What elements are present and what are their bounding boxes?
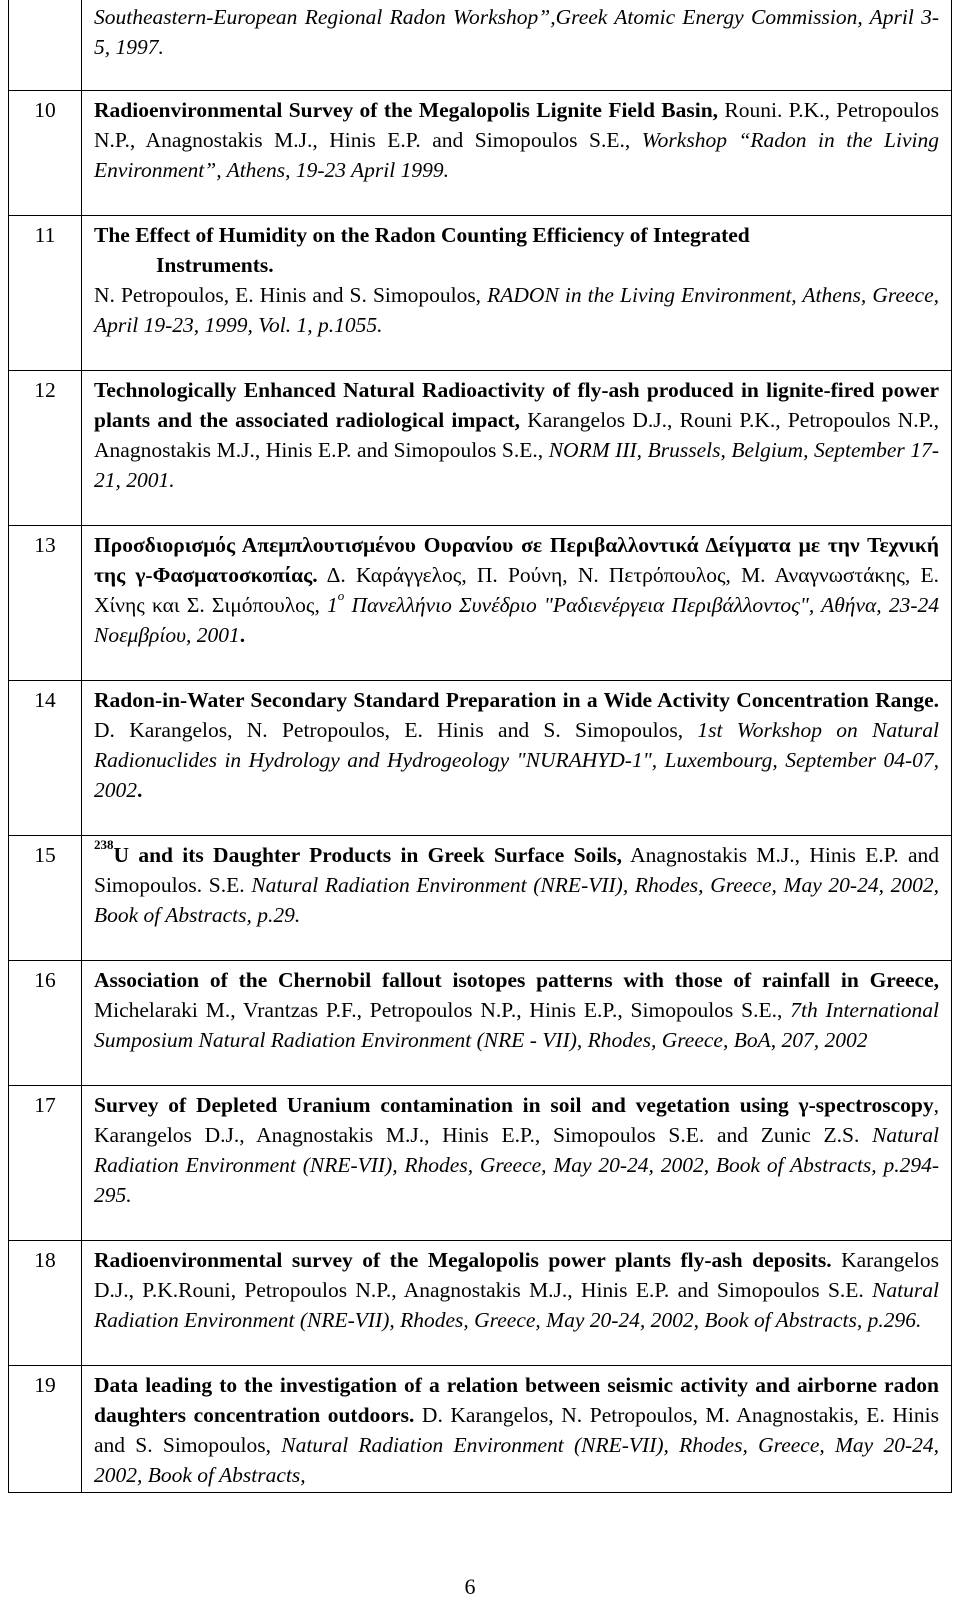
entry-authors: D. Karangelos, N. Petropoulos, E. Hinis and S. Simopoulos, — [94, 718, 698, 742]
entry-authors: Michelaraki M., Vrantzas P.F., Petropoulos N.P., Hinis E.P., Simopoulos S.E., — [94, 998, 791, 1022]
table-row — [9, 1366, 952, 1493]
entry-title: Radon-in-Water Secondary Standard Preparation in a Wide Activity Concentration Range. — [94, 688, 939, 712]
table-row — [9, 526, 952, 681]
entry-citation — [82, 836, 952, 961]
entry-number: 12 — [9, 371, 82, 526]
table-row — [9, 1241, 952, 1366]
entry-number — [9, 0, 82, 91]
entry-number: 10 — [9, 91, 82, 216]
entry-title: Survey of Depleted Uranium contamination in soil and vegetation using γ-spectroscopy — [94, 1093, 934, 1117]
entry-number: 16 — [9, 961, 82, 1086]
entry-citation — [82, 1366, 952, 1493]
entry-citation — [82, 216, 952, 371]
entry-authors: Karangelos D.J., P.K.Rouni, Petropoulos N.P., Anagnostakis M.J., Hinis E.P. and Simopoulos S.E. — [94, 1248, 940, 1302]
entry-title: Προσδιορισμός Απεμπλουτισμένου Ουρανίου σε Περιβαλλοντικά Δείγματα με την Τεχνική της γ-Φασματοσκοπίας. — [94, 533, 939, 587]
entry-venue: Natural Radiation Environment (NRE-VII), Rhodes, Greece, May 20-24, 2002, Book of Abstracts, — [94, 1433, 939, 1487]
entry-venue: Natural Radiation Environment (NRE-VII), Rhodes, Greece, May 20-24, 2002, Book of Abstracts, p.294-295. — [94, 1123, 939, 1207]
entry-authors: Karangelos D.J., Rouni P.K., Petropoulos N.P., Anagnostakis M.J., Hinis E.P. and Simopoulos S.E., — [94, 408, 939, 462]
entry-title: Radioenvironmental Survey of the Megalopolis Lignite Field Basin, — [94, 98, 719, 122]
entry-venue: 7th International Sumposium Natural Radiation Environment (NRE - VII), Rhodes, Greece, BoA, 207, 2002 — [94, 998, 940, 1052]
page-number: 6 — [464, 1574, 476, 1599]
table-row — [9, 681, 952, 836]
entry-venue: Natural Radiation Environment (NRE-VII), Rhodes, Greece, May 20-24, 2002, Book of Abstracts, p.296. — [94, 1278, 939, 1332]
entry-citation — [82, 0, 952, 91]
entry-venue-ordinal: 1 — [327, 593, 338, 617]
entry-title: U and its Daughter Products in Greek Surface Soils, — [113, 843, 622, 867]
entry-number: 19 — [9, 1366, 82, 1493]
entry-number: 15 — [9, 836, 82, 961]
entry-number: 14 — [9, 681, 82, 836]
entry-venue: RADON in the Living Environment, Athens, Greece, April 19-23, 1999, Vol. 1, p.1055. — [94, 283, 939, 337]
entry-venue: Natural Radiation Environment (NRE-VII), Rhodes, Greece, May 20-24, 2002, Book of Abstracts, p.29. — [94, 873, 939, 927]
entry-title-superscript: 238 — [94, 837, 114, 852]
entry-citation — [82, 1241, 952, 1366]
entry-citation — [82, 961, 952, 1086]
entry-venue: 1st Workshop on Natural Radionuclides in Hydrology and Hydrogeology "NURAHYD-1", Luxembourg, September 04-07, 2002 — [94, 718, 939, 802]
entry-authors: Δ. Καράγγελος, Π. Ρούνη, Ν. Πετρόπουλος, Μ. Αναγνωστάκης, Ε. Χίνης και Σ. Σιμόπουλος, — [94, 563, 939, 617]
table-row — [9, 0, 952, 91]
entry-venue: NORM III, Brussels, Belgium, September 17-21, 2001. — [94, 438, 939, 492]
entry-citation — [82, 371, 952, 526]
entry-number: 17 — [9, 1086, 82, 1241]
entry-authors: Rouni. P.K., Petropoulos N.P., Anagnostakis M.J., Hinis E.P. and Simopoulos S.E., — [94, 98, 939, 152]
table-row — [9, 836, 952, 961]
entry-number: 11 — [9, 216, 82, 371]
entry-authors: , Karangelos D.J., Anagnostakis M.J., Hinis E.P., Simopoulos S.E. and Zunic Z.S. — [94, 1093, 939, 1147]
entry-citation — [82, 681, 952, 836]
entry-citation — [82, 91, 952, 216]
entry-authors: N. Petropoulos, E. Hinis and S. Simopoulos, — [94, 283, 488, 307]
table-row — [9, 961, 952, 1086]
entry-tail: . — [137, 778, 143, 802]
entry-citation — [82, 1086, 952, 1241]
table-row — [9, 91, 952, 216]
entry-title: Association of the Chernobil fallout isotopes patterns with those of rainfall in Greece, — [94, 968, 939, 992]
entry-title-continuation: Instruments. — [156, 253, 274, 277]
entry-venue: Πανελλήνιο Συνέδριο "Ραδιενέργεια Περιβάλλοντος", Αθήνα, 23-24 Νοεμβρίου, 2001 — [94, 593, 939, 647]
entry-title: Radioenvironmental survey of the Megalopolis power plants fly-ash deposits. — [94, 1248, 832, 1272]
entry-number: 13 — [9, 526, 82, 681]
entry-venue-ordinal-suffix: o — [337, 588, 345, 603]
entry-authors: D. Karangelos, N. Petropoulos, M. Anagnostakis, E. Hinis and S. Simopoulos, — [94, 1403, 939, 1457]
table-row — [9, 371, 952, 526]
publications-table — [8, 0, 952, 1493]
entry-title: The Effect of Humidity on the Radon Counting Efficiency of Integrated — [94, 223, 750, 247]
entry-tail: . — [239, 623, 246, 647]
entry-title: Data leading to the investigation of a relation between seismic activity and airborne radon daughters concentration outdoors. — [94, 1373, 939, 1427]
entry-venue: Southeastern-European Regional Radon Workshop”,Greek Atomic Energy Commission, April 3-5, 1997. — [94, 5, 939, 59]
table-row — [9, 1086, 952, 1241]
entry-title: Technologically Enhanced Natural Radioactivity of fly-ash produced in lignite-fired power plants and the associated radiological impact, — [94, 378, 939, 432]
table-row — [9, 216, 952, 371]
entry-authors: Anagnostakis M.J., Hinis E.P. and Simopoulos. S.E. — [94, 843, 939, 897]
entry-citation — [82, 526, 952, 681]
entry-venue: Workshop “Radon in the Living Environment”, Athens, 19-23 April 1999. — [94, 128, 939, 182]
entry-number: 18 — [9, 1241, 82, 1366]
